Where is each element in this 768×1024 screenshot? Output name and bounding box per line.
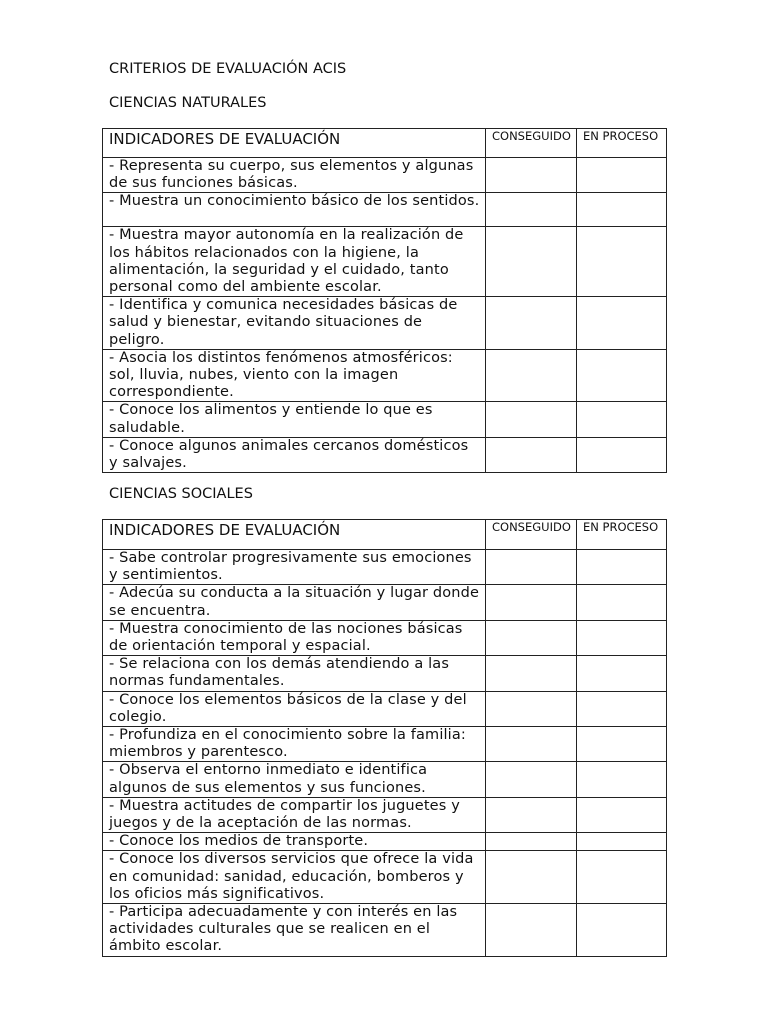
table-row [103, 297, 667, 350]
ciencias-sociales-table [102, 519, 667, 957]
table-row [103, 691, 667, 726]
in-progress-check-cell[interactable] [577, 904, 667, 957]
ciencias-naturales-table [102, 128, 667, 473]
achieved-check-cell[interactable] [486, 158, 577, 193]
indicator-cell: - Conoce algunos animales cercanos domésticos y salvajes. [103, 437, 486, 472]
in-progress-check-cell[interactable] [577, 158, 667, 193]
in-progress-check-cell[interactable] [577, 620, 667, 655]
indicator-cell: - Conoce los diversos servicios que ofrece la vida en comunidad: sanidad, educación, bomberos y los oficios más significativos. [103, 851, 486, 904]
table-row [103, 158, 667, 193]
in-progress-check-cell[interactable] [577, 550, 667, 585]
achieved-check-cell[interactable] [486, 297, 577, 350]
indicator-cell: - Identifica y comunica necesidades básicas de salud y bienestar, evitando situaciones de peligro. [103, 297, 486, 350]
achieved-check-cell[interactable] [486, 402, 577, 437]
table-row [103, 437, 667, 472]
in-progress-column-header-text: EN PROCESO [583, 129, 659, 143]
document-title: CRITERIOS DE EVALUACIÓN ACIS [109, 61, 347, 77]
table-row [103, 620, 667, 655]
in-progress-check-cell[interactable] [577, 349, 667, 402]
in-progress-check-cell[interactable] [577, 762, 667, 797]
table-row [103, 762, 667, 797]
in-progress-check-cell[interactable] [577, 402, 667, 437]
achieved-check-cell[interactable] [486, 727, 577, 762]
table-row [103, 833, 667, 851]
section-heading-ciencias-sociales: CIENCIAS SOCIALES [109, 486, 253, 502]
in-progress-check-cell[interactable] [577, 691, 667, 726]
achieved-column-header: CONSEGUIDO [486, 129, 577, 158]
in-progress-check-cell[interactable] [577, 727, 667, 762]
table-row [103, 797, 667, 832]
in-progress-check-cell[interactable] [577, 193, 667, 227]
table-row [103, 402, 667, 437]
in-progress-check-cell[interactable] [577, 297, 667, 350]
indicator-cell: - Muestra conocimiento de las nociones básicas de orientación temporal y espacial. [103, 620, 486, 655]
in-progress-column-header [577, 520, 667, 550]
indicator-cell: - Asocia los distintos fenómenos atmosféricos: sol, lluvia, nubes, viento con la imagen correspondiente. [103, 349, 486, 402]
indicator-cell: - Profundiza en el conocimiento sobre la familia: miembros y parentesco. [103, 727, 486, 762]
table-row [103, 851, 667, 904]
achieved-check-cell[interactable] [486, 585, 577, 620]
in-progress-check-cell[interactable] [577, 227, 667, 297]
table-row [103, 227, 667, 297]
in-progress-check-cell[interactable] [577, 656, 667, 691]
in-progress-check-cell[interactable] [577, 437, 667, 472]
in-progress-column-header-text: EN PROCESO [583, 520, 659, 534]
table-row [103, 904, 667, 957]
achieved-check-cell[interactable] [486, 904, 577, 957]
achieved-check-cell[interactable] [486, 851, 577, 904]
indicator-cell: - Conoce los elementos básicos de la clase y del colegio. [103, 691, 486, 726]
indicators-column-header: INDICADORES DE EVALUACIÓN [103, 520, 486, 550]
achieved-check-cell[interactable] [486, 193, 577, 227]
indicator-cell: - Muestra un conocimiento básico de los sentidos. [103, 193, 486, 227]
achieved-check-cell[interactable] [486, 691, 577, 726]
indicator-cell: - Conoce los medios de transporte. [103, 833, 486, 851]
indicator-cell: - Muestra mayor autonomía en la realización de los hábitos relacionados con la higiene, la alimentación, la seguridad y el cuidado, tanto personal como del ambiente escolar. [103, 227, 486, 297]
indicator-cell: - Conoce los alimentos y entiende lo que es saludable. [103, 402, 486, 437]
table-header-row [103, 520, 667, 550]
achieved-check-cell[interactable] [486, 620, 577, 655]
in-progress-check-cell[interactable] [577, 851, 667, 904]
in-progress-check-cell[interactable] [577, 833, 667, 851]
section-heading-ciencias-naturales: CIENCIAS NATURALES [109, 95, 267, 111]
table-row [103, 585, 667, 620]
indicator-cell: - Observa el entorno inmediato e identifica algunos de sus elementos y sus funciones. [103, 762, 486, 797]
achieved-check-cell[interactable] [486, 762, 577, 797]
achieved-check-cell[interactable] [486, 349, 577, 402]
table-row [103, 656, 667, 691]
table-row [103, 727, 667, 762]
table-row [103, 550, 667, 585]
table-row [103, 193, 667, 227]
table-row [103, 349, 667, 402]
achieved-check-cell[interactable] [486, 656, 577, 691]
indicators-column-header: INDICADORES DE EVALUACIÓN [103, 129, 486, 158]
achieved-column-header: CONSEGUIDO [486, 520, 577, 550]
in-progress-column-header [577, 129, 667, 158]
indicator-cell: - Representa su cuerpo, sus elementos y algunas de sus funciones básicas. [103, 158, 486, 193]
indicator-cell: - Participa adecuadamente y con interés en las actividades culturales que se realicen en el ámbito escolar. [103, 904, 486, 957]
in-progress-check-cell[interactable] [577, 585, 667, 620]
indicator-cell: - Sabe controlar progresivamente sus emociones y sentimientos. [103, 550, 486, 585]
achieved-check-cell[interactable] [486, 833, 577, 851]
in-progress-check-cell[interactable] [577, 797, 667, 832]
achieved-check-cell[interactable] [486, 797, 577, 832]
achieved-check-cell[interactable] [486, 227, 577, 297]
indicator-cell: - Muestra actitudes de compartir los juguetes y juegos y de la aceptación de las normas. [103, 797, 486, 832]
table-header-row [103, 129, 667, 158]
achieved-check-cell[interactable] [486, 550, 577, 585]
achieved-check-cell[interactable] [486, 437, 577, 472]
indicator-cell: - Se relaciona con los demás atendiendo a las normas fundamentales. [103, 656, 486, 691]
indicator-cell: - Adecúa su conducta a la situación y lugar donde se encuentra. [103, 585, 486, 620]
